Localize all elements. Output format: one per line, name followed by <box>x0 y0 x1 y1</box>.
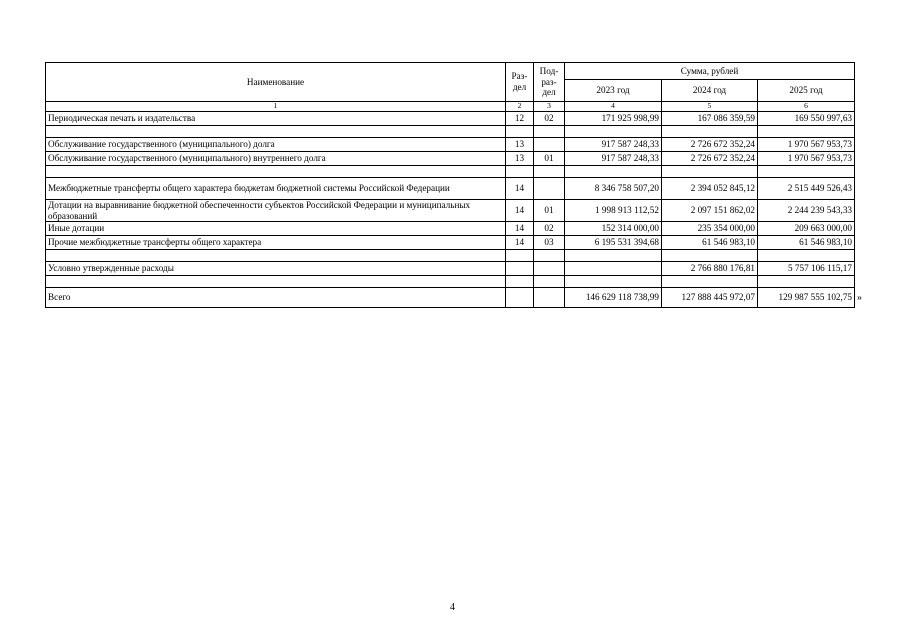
header-sum: Сумма, рублей <box>565 63 855 80</box>
header-subsection: Под- раз- дел <box>534 63 565 102</box>
spacer-row <box>46 126 855 138</box>
row-value-2025 <box>758 288 862 308</box>
table-row <box>46 152 855 166</box>
row-value-2024: 167 086 359,59 <box>662 112 758 126</box>
row-value-2025: 2 244 239 543,33 <box>758 200 855 222</box>
row-value-2023: 146 629 118 738,99 <box>565 288 662 308</box>
row-value-2024: 2 394 052 845,12 <box>662 178 758 200</box>
header-year-2023: 2023 год <box>565 80 662 102</box>
closing-quote: » <box>857 291 862 303</box>
row-razdel: 14 <box>506 200 534 222</box>
table-row <box>46 262 855 276</box>
spacer-row <box>46 250 855 262</box>
row-value-2023: 917 587 248,33 <box>565 152 662 166</box>
row-value-2024: 2 726 672 352,24 <box>662 152 758 166</box>
row-name: Всего <box>46 288 506 308</box>
row-value-2023 <box>565 262 662 276</box>
column-number: 1 <box>46 102 506 112</box>
row-value-2025: 169 550 997,63 <box>758 112 855 126</box>
header-name: Наименование <box>46 63 506 102</box>
row-razdel: 13 <box>506 138 534 152</box>
row-podrazdel <box>534 138 565 152</box>
row-podrazdel <box>534 178 565 200</box>
row-razdel: 14 <box>506 236 534 250</box>
row-value-2025: 5 757 106 115,17 <box>758 262 855 276</box>
row-name: Межбюджетные трансферты общего характера бюджетам бюджетной системы Российской Федерации <box>46 178 506 200</box>
row-value-2023: 171 925 998,99 <box>565 112 662 126</box>
row-podrazdel: 01 <box>534 200 565 222</box>
table-row <box>46 178 855 200</box>
row-razdel <box>506 288 534 308</box>
column-number: 6 <box>758 102 855 112</box>
page-number: 4 <box>450 602 455 613</box>
table-row <box>46 222 855 236</box>
row-name: Дотации на выравнивание бюджетной обеспеченности субъектов Российской Федерации и муниципальных образований <box>46 200 506 222</box>
row-value-2025: 1 970 567 953,73 <box>758 138 855 152</box>
row-value-2024: 2 097 151 862,02 <box>662 200 758 222</box>
row-name: Обслуживание государственного (муниципального) долга <box>46 138 506 152</box>
table-row <box>46 200 855 222</box>
row-name: Иные дотации <box>46 222 506 236</box>
row-value-2024: 127 888 445 972,07 <box>662 288 758 308</box>
row-value-2023: 917 587 248,33 <box>565 138 662 152</box>
row-value-2023: 152 314 000,00 <box>565 222 662 236</box>
column-number: 4 <box>565 102 662 112</box>
spacer-row <box>46 166 855 178</box>
total-2025-value: 129 987 555 102,75 <box>778 292 852 303</box>
row-value-2023: 8 346 758 507,20 <box>565 178 662 200</box>
row-value-2024: 2 766 880 176,81 <box>662 262 758 276</box>
row-razdel: 13 <box>506 152 534 166</box>
row-razdel: 14 <box>506 222 534 236</box>
row-podrazdel: 03 <box>534 236 565 250</box>
row-value-2024: 61 546 983,10 <box>662 236 758 250</box>
table-row <box>46 236 855 250</box>
row-value-2025: 1 970 567 953,73 <box>758 152 855 166</box>
row-podrazdel <box>534 262 565 276</box>
header-section: Раз- дел <box>506 63 534 102</box>
row-razdel <box>506 262 534 276</box>
total-row <box>46 288 855 308</box>
spacer-row <box>46 276 855 288</box>
table-row <box>46 138 855 152</box>
column-number-row <box>46 102 855 112</box>
row-podrazdel <box>534 288 565 308</box>
row-razdel: 14 <box>506 178 534 200</box>
row-name: Обслуживание государственного (муниципального) внутреннего долга <box>46 152 506 166</box>
row-podrazdel: 02 <box>534 222 565 236</box>
row-value-2024: 235 354 000,00 <box>662 222 758 236</box>
row-value-2025: 2 515 449 526,43 <box>758 178 855 200</box>
row-value-2023: 6 195 531 394,68 <box>565 236 662 250</box>
row-name: Условно утвержденные расходы <box>46 262 506 276</box>
row-value-2023: 1 998 913 112,52 <box>565 200 662 222</box>
column-number: 3 <box>534 102 565 112</box>
table-row <box>46 112 855 126</box>
row-value-2024: 2 726 672 352,24 <box>662 138 758 152</box>
budget-table <box>45 62 862 308</box>
row-podrazdel: 02 <box>534 112 565 126</box>
row-name: Периодическая печать и издательства <box>46 112 506 126</box>
row-podrazdel: 01 <box>534 152 565 166</box>
column-number: 5 <box>662 102 758 112</box>
column-number: 2 <box>506 102 534 112</box>
header-year-2024: 2024 год <box>662 80 758 102</box>
header-year-2025: 2025 год <box>758 80 855 102</box>
row-name: Прочие межбюджетные трансферты общего характера <box>46 236 506 250</box>
row-razdel: 12 <box>506 112 534 126</box>
row-value-2025: 61 546 983,10 <box>758 236 855 250</box>
row-value-2025: 209 663 000,00 <box>758 222 855 236</box>
